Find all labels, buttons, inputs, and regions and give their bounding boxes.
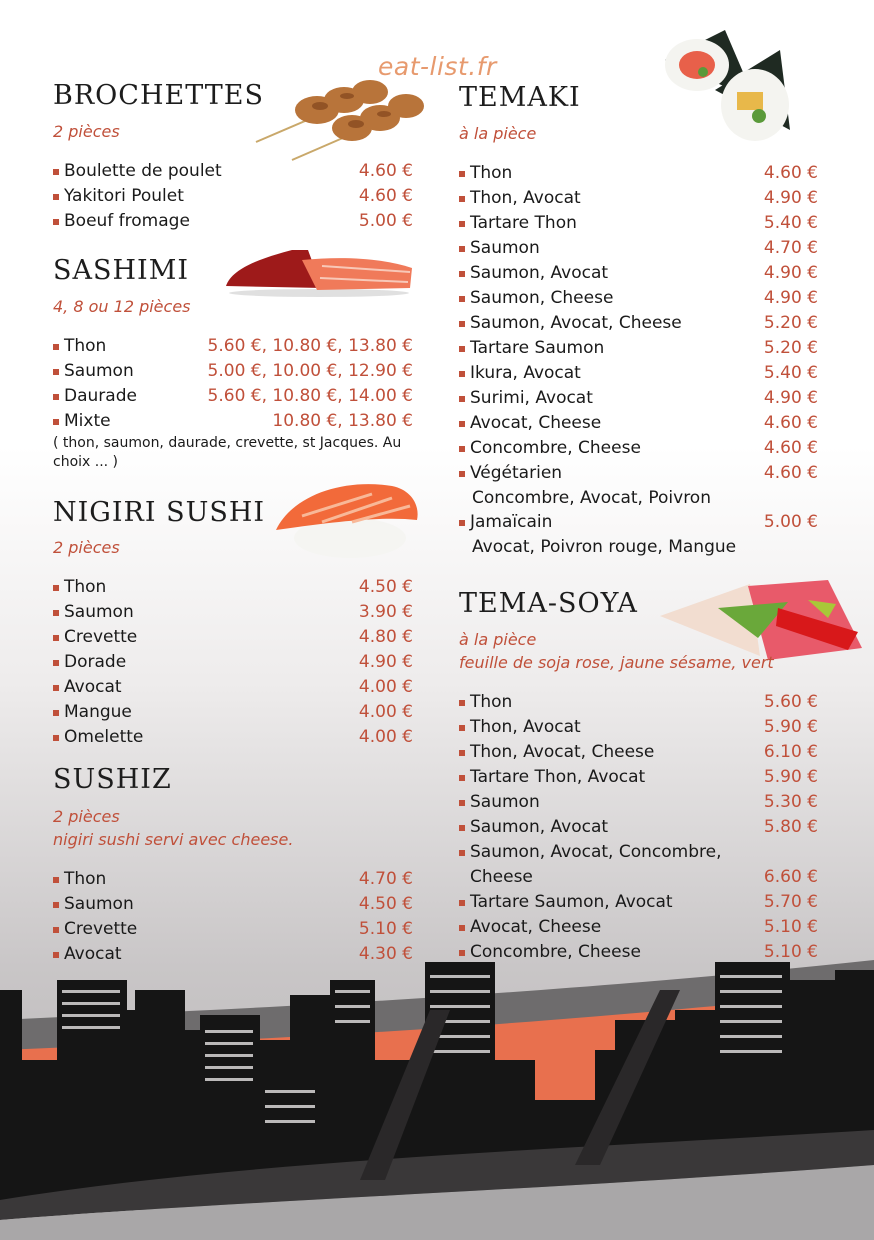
bullet-icon (459, 471, 465, 477)
menu-item: Tartare Saumon 5.20 € (459, 336, 818, 361)
menu-item: Concombre, Cheese 5.10 € (459, 940, 818, 965)
bullet-icon (53, 169, 59, 175)
bullet-icon (459, 421, 465, 427)
section-subtitle-detail: nigiri sushi servi avec cheese. (53, 830, 294, 849)
menu-item: Crevette 5.10 € (53, 917, 413, 942)
menu-item: Dorade 4.90 € (53, 650, 413, 675)
menu-item: Surimi, Avocat 4.90 € (459, 386, 818, 411)
menu-item: Boeuf fromage 5.00 € (53, 209, 413, 234)
section-subtitle: à la pièce (459, 124, 537, 143)
bullet-icon (459, 221, 465, 227)
section-subtitle: 2 pièces (53, 538, 120, 557)
bullet-icon (459, 321, 465, 327)
section-title: SASHIMI (53, 255, 190, 286)
menu-item: Crevette 4.80 € (53, 625, 413, 650)
bullet-icon (459, 900, 465, 906)
section-title: NIGIRI SUSHI (53, 497, 266, 528)
section-subtitle: à la pièce (459, 630, 537, 649)
menu-item: Avocat 4.00 € (53, 675, 413, 700)
menu-item: Tartare Thon 5.40 € (459, 211, 818, 236)
bullet-icon (53, 735, 59, 741)
menu-item: Saumon, Cheese 4.90 € (459, 286, 818, 311)
section-brochettes (53, 80, 413, 234)
menu-item: Thon 5.60 € (459, 690, 818, 715)
bullet-icon (53, 685, 59, 691)
menu-item: Saumon, Avocat, Cheese 5.20 € (459, 311, 818, 336)
watermark: eat-list.fr (378, 52, 497, 81)
menu-item: Saumon 3.90 € (53, 600, 413, 625)
bullet-icon (459, 171, 465, 177)
menu-item: Mangue 4.00 € (53, 700, 413, 725)
city-skyline-image (0, 950, 874, 1240)
menu-item: Thon, Avocat 4.90 € (459, 186, 818, 211)
menu-item: Tartare Saumon, Avocat 5.70 € (459, 890, 818, 915)
bullet-icon (459, 775, 465, 781)
menu-item: Boulette de poulet 4.60 € (53, 159, 413, 184)
menu-item: Saumon 4.50 € (53, 892, 413, 917)
section-subtitle: 2 pièces (53, 807, 120, 826)
menu-list (459, 161, 818, 559)
menu-item: Thon, Avocat 5.90 € (459, 715, 818, 740)
bullet-icon (459, 725, 465, 731)
menu-item: Thon 4.60 € (459, 161, 818, 186)
menu-item: Avocat, Cheese 4.60 € (459, 411, 818, 436)
menu-item: Saumon, Avocat, Concombre, (459, 840, 818, 865)
menu-item: Tartare Thon, Avocat 5.90 € (459, 765, 818, 790)
bullet-icon (459, 800, 465, 806)
bullet-icon (53, 635, 59, 641)
menu-item: Concombre, Cheese 4.60 € (459, 436, 818, 461)
sashimi-note: ( thon, saumon, daurade, crevette, st Jacques. Au choix ... ) (53, 435, 402, 470)
menu-item: Végétarien 4.60 € (459, 461, 818, 486)
menu-item: Omelette 4.00 € (53, 725, 413, 750)
section-title: TEMAKI (459, 82, 581, 113)
section-title: BROCHETTES (53, 80, 264, 111)
menu-list (459, 690, 818, 965)
bullet-icon (459, 396, 465, 402)
menu-item: Thon 4.70 € (53, 867, 413, 892)
menu-item: Thon 4.50 € (53, 575, 413, 600)
bullet-icon (459, 196, 465, 202)
bullet-icon (53, 927, 59, 933)
menu-item: Yakitori Poulet 4.60 € (53, 184, 413, 209)
bullet-icon (53, 419, 59, 425)
bullet-icon (459, 246, 465, 252)
bullet-icon (53, 219, 59, 225)
bullet-icon (53, 194, 59, 200)
bullet-icon (459, 296, 465, 302)
menu-item: Saumon 5.00 €, 10.00 €, 12.90 € (53, 359, 413, 384)
bullet-icon (459, 925, 465, 931)
menu-item: Saumon 4.70 € (459, 236, 818, 261)
section-subtitle: 4, 8 ou 12 pièces (53, 297, 191, 316)
menu-item-detail: Avocat, Poivron rouge, Mangue (472, 537, 737, 557)
bullet-icon (53, 902, 59, 908)
bullet-icon (459, 346, 465, 352)
menu-item: Mixte 10.80 €, 13.80 € (53, 409, 413, 434)
menu-item-detail: Cheese 6.60 € (470, 867, 818, 887)
section-sashimi (53, 255, 413, 472)
menu-item: Daurade 5.60 €, 10.80 €, 14.00 € (53, 384, 413, 409)
menu-item: Saumon 5.30 € (459, 790, 818, 815)
section-title: TEMA-SOYA (459, 588, 638, 619)
menu-item: Thon, Avocat, Cheese 6.10 € (459, 740, 818, 765)
menu-item-detail: Concombre, Avocat, Poivron (472, 488, 711, 508)
menu-list (53, 334, 413, 472)
bullet-icon (459, 850, 465, 856)
bullet-icon (459, 520, 465, 526)
bullet-icon (459, 750, 465, 756)
menu-item: Ikura, Avocat 5.40 € (459, 361, 818, 386)
section-nigiri-sushi (53, 497, 413, 750)
bullet-icon (459, 700, 465, 706)
menu-item: Avocat 4.30 € (53, 942, 413, 967)
bullet-icon (459, 271, 465, 277)
menu-item: Thon 5.60 €, 10.80 €, 13.80 € (53, 334, 413, 359)
section-title: SUSHIZ (53, 764, 172, 795)
bullet-icon (459, 446, 465, 452)
bullet-icon (53, 585, 59, 591)
menu-item: Avocat, Cheese 5.10 € (459, 915, 818, 940)
section-subtitle: 2 pièces (53, 122, 120, 141)
bullet-icon (53, 877, 59, 883)
bullet-icon (53, 610, 59, 616)
bullet-icon (459, 371, 465, 377)
section-tema-soya (459, 588, 818, 965)
section-sushiz (53, 764, 413, 967)
menu-list (53, 159, 413, 234)
menu-list (53, 575, 413, 750)
menu-item: Saumon, Avocat 5.80 € (459, 815, 818, 840)
bullet-icon (53, 344, 59, 350)
section-temaki (459, 82, 818, 559)
bullet-icon (53, 369, 59, 375)
section-subtitle-detail: feuille de soja rose, jaune sésame, vert (459, 653, 774, 672)
bullet-icon (459, 825, 465, 831)
bullet-icon (53, 660, 59, 666)
menu-item: Saumon, Avocat 4.90 € (459, 261, 818, 286)
bullet-icon (53, 710, 59, 716)
bullet-icon (53, 394, 59, 400)
menu-item: Jamaïcain 5.00 € (459, 510, 818, 535)
